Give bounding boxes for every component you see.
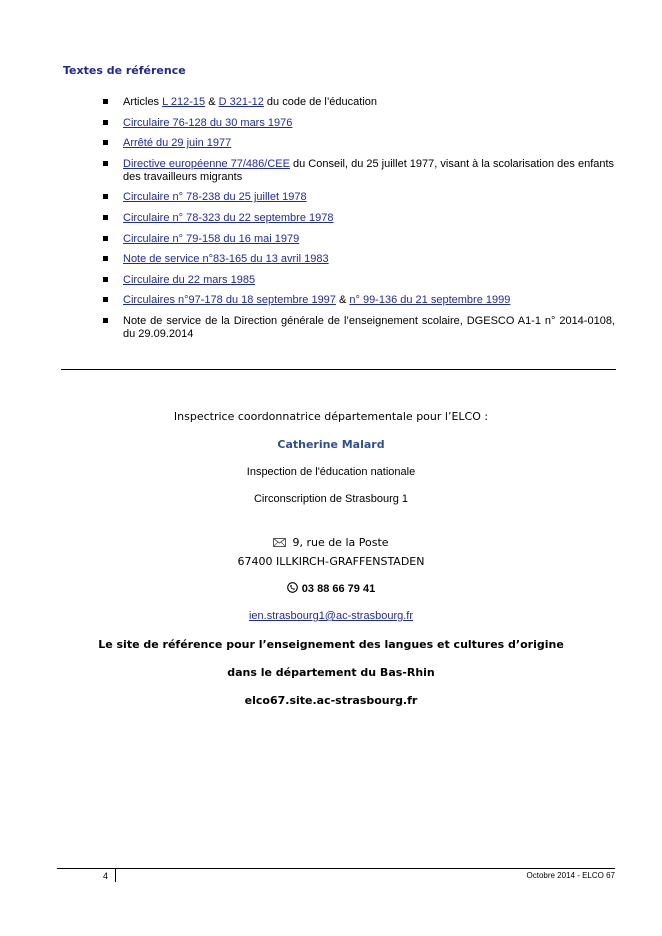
list-item	[0, 253, 662, 266]
bullet	[103, 161, 108, 166]
phone-icon	[287, 582, 298, 593]
address-city: 67400 ILLKIRCH-GRAFFENSTADEN	[237, 555, 425, 568]
site-url: elco67.site.ac-strasbourg.fr	[244, 694, 418, 707]
list-item: Articles L 212-15 & D 321-12 du code de l’éducation	[0, 96, 662, 109]
link-directive-europeenne[interactable]: Directive européenne 77/486/CEE	[123, 157, 290, 170]
list-item	[0, 137, 662, 150]
list-item	[0, 191, 662, 204]
section-title: Textes de référence	[63, 64, 186, 77]
bullet	[103, 194, 108, 199]
list-item	[0, 117, 662, 130]
bullet	[103, 99, 108, 104]
link-circulaire-1976[interactable]: Circulaire 76-128 du 30 mars 1976	[123, 116, 293, 129]
link-d321-12[interactable]: D 321-12	[218, 96, 264, 108]
link-circulaire-78-238[interactable]: Circulaire n° 78-238 du 25 juillet 1978	[123, 191, 307, 204]
contact-name: Catherine Malard	[277, 438, 385, 451]
phone-number: 03 88 66 79 41	[301, 583, 376, 595]
email-link[interactable]: ien.strasbourg1@ac-strasbourg.fr	[248, 610, 414, 622]
site-description-line2: dans le département du Bas-Rhin	[227, 666, 435, 679]
list-item	[0, 274, 662, 287]
link-circulaire-1985[interactable]: Circulaire du 22 mars 1985	[123, 273, 256, 286]
bullet	[103, 140, 108, 145]
list-item	[0, 212, 662, 225]
footer-divider	[57, 868, 615, 869]
bullet	[103, 297, 108, 302]
footer-label: Octobre 2014 - ELCO 67	[526, 871, 615, 880]
bullet	[103, 318, 108, 323]
email-line	[0, 610, 662, 622]
link-arrete-1977[interactable]: Arrêté du 29 juin 1977	[123, 137, 232, 150]
contact-circonscription: Circonscription de Strasbourg 1	[253, 493, 409, 505]
divider	[61, 369, 616, 370]
bullet	[103, 215, 108, 220]
bullet	[103, 277, 108, 282]
phone-line	[0, 582, 662, 595]
link-l212-15[interactable]: L 212-15	[162, 96, 206, 108]
link-circulaire-79-158[interactable]: Circulaire n° 79-158 du 16 mai 1979	[123, 232, 300, 245]
reference-list	[0, 96, 662, 349]
list-item: Circulaires n°97-178 du 18 septembre 1997 & n° 99-136 du 21 septembre 1999	[0, 294, 662, 307]
footer-separator	[115, 869, 116, 882]
link-note-83-165[interactable]: Note de service n°83-165 du 13 avril 1983	[123, 253, 329, 266]
envelope-icon	[273, 538, 286, 547]
address-street: 9, rue de la Poste	[292, 536, 389, 549]
page-number: 4	[103, 871, 109, 881]
link-circulaire-97-178[interactable]: Circulaires n°97-178 du 18 septembre 1997	[123, 294, 336, 307]
contact-org: Inspection de l'éducation nationale	[246, 466, 416, 478]
list-item: Note de service de la Direction générale de l’enseignement scolaire, DGESCO A1-1 n° 2014-0108, du 29.09.2014	[0, 315, 662, 341]
bullet	[103, 256, 108, 261]
list-item: Directive européenne 77/486/CEE du Conseil, du 25 juillet 1977, visant à la scolarisation des enfants des travailleurs migrants	[0, 158, 662, 184]
address-street-line	[0, 536, 662, 549]
bullet	[103, 120, 108, 125]
list-item	[0, 233, 662, 246]
link-circulaire-78-323[interactable]: Circulaire n° 78-323 du 22 septembre 1978	[123, 211, 334, 224]
bullet	[103, 236, 108, 241]
contact-role: Inspectrice coordonnatrice départementale pour l’ELCO :	[173, 410, 489, 423]
site-description-line1: Le site de référence pour l’enseignement des langues et cultures d’origine	[98, 638, 564, 651]
link-circulaire-99-136[interactable]: n° 99-136 du 21 septembre 1999	[349, 294, 511, 307]
